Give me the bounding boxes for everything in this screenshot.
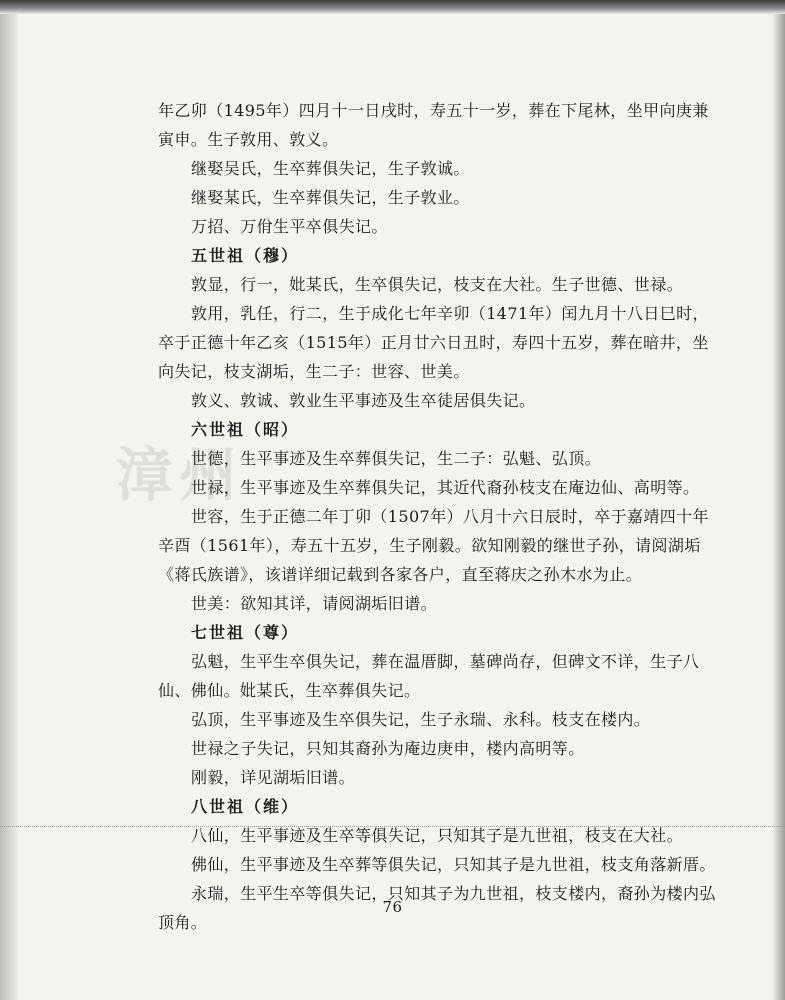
section-heading: 七世祖（尊）	[191, 623, 300, 642]
section-heading: 八世祖（维）	[191, 797, 300, 816]
paragraph: 永瑞，生平生卒等俱失记，只知其子为九世祖，枝支楼内，裔孙为楼内弘顶角。	[158, 884, 716, 932]
paragraph: 敦用，乳任，行二，生于成化七年辛卯（1471年）闰九月十八日巳时，卒于正德十年乙亥（1515年）正月廿六日丑时，寿四十五岁，葬在暗井，坐向失记，枝支湖垢，生二子：世容、世美。	[158, 304, 709, 381]
paragraph: 世美：欲知其详，请阅湖垢旧谱。	[191, 594, 438, 613]
paragraph: 敦义、敦诚、敦业生平事迹及生卒徒居俱失记。	[191, 391, 536, 410]
scan-right-shadow	[773, 14, 785, 1000]
paragraph: 继娶某氏，生卒葬俱失记，生子敦业。	[191, 188, 470, 207]
paragraph: 世德，生平事迹及生卒葬俱失记，生二子：弘魁、弘顶。	[191, 449, 602, 468]
paragraph: 敦显，行一，妣某氏，生卒俱失记，枝支在大社。生子世德、世禄。	[191, 275, 684, 294]
watermark: 漳州	[115, 441, 244, 509]
paragraph: 万招、万佾生平卒俱失记。	[191, 217, 388, 236]
paragraph: 世禄之子失记，只知其裔孙为庵边庚申，楼内高明等。	[191, 739, 585, 758]
paragraph: 佛仙，生平事迹及生卒葬等俱失记，只知其子是九世祖，枝支角落新厝。	[191, 855, 716, 874]
paragraph: 刚毅，详见湖垢旧谱。	[191, 768, 356, 787]
paragraph: 弘顶，生平事迹及生卒俱失记，生子永瑞、永科。枝支在楼内。	[191, 710, 651, 729]
section-heading: 五世祖（穆）	[191, 246, 300, 265]
paragraph: 弘魁，生平生卒俱失记，葬在温厝脚，墓碑尚存，但碑文不详，生子八仙、佛仙。妣某氏，生卒葬俱失记。	[158, 652, 700, 700]
paragraph: 世容，生于正德二年丁卯（1507年）八月十六日辰时，卒于嘉靖四十年辛酉（1561年），寿五十五岁，生子刚毅。欲知刚毅的继世子孙，请阅湖垢《蒋氏族谱》，该谱详细记载到各家各户，直至蒋庆之孙木水为止。	[158, 507, 709, 584]
scan-top-shadow	[0, 0, 785, 14]
page-number: 76	[382, 898, 403, 916]
paragraph: 世禄，生平事迹及生卒葬俱失记，其近代裔孙枝支在庵边仙、高明等。	[191, 478, 700, 497]
paragraph: 继娶吴氏，生卒葬俱失记，生子敦诚。	[191, 159, 470, 178]
paragraph: 年乙卯（1495年）四月十一日戌时，寿五十一岁，葬在下尾林，坐甲向庚兼寅申。生子敦用、敦义。	[158, 101, 709, 149]
scan-left-shadow	[0, 14, 18, 1000]
paragraph: 八仙，生平事迹及生卒等俱失记，只知其子是九世祖，枝支在大社。	[191, 826, 684, 845]
section-heading: 六世祖（昭）	[191, 420, 300, 439]
document-page	[158, 96, 718, 937]
